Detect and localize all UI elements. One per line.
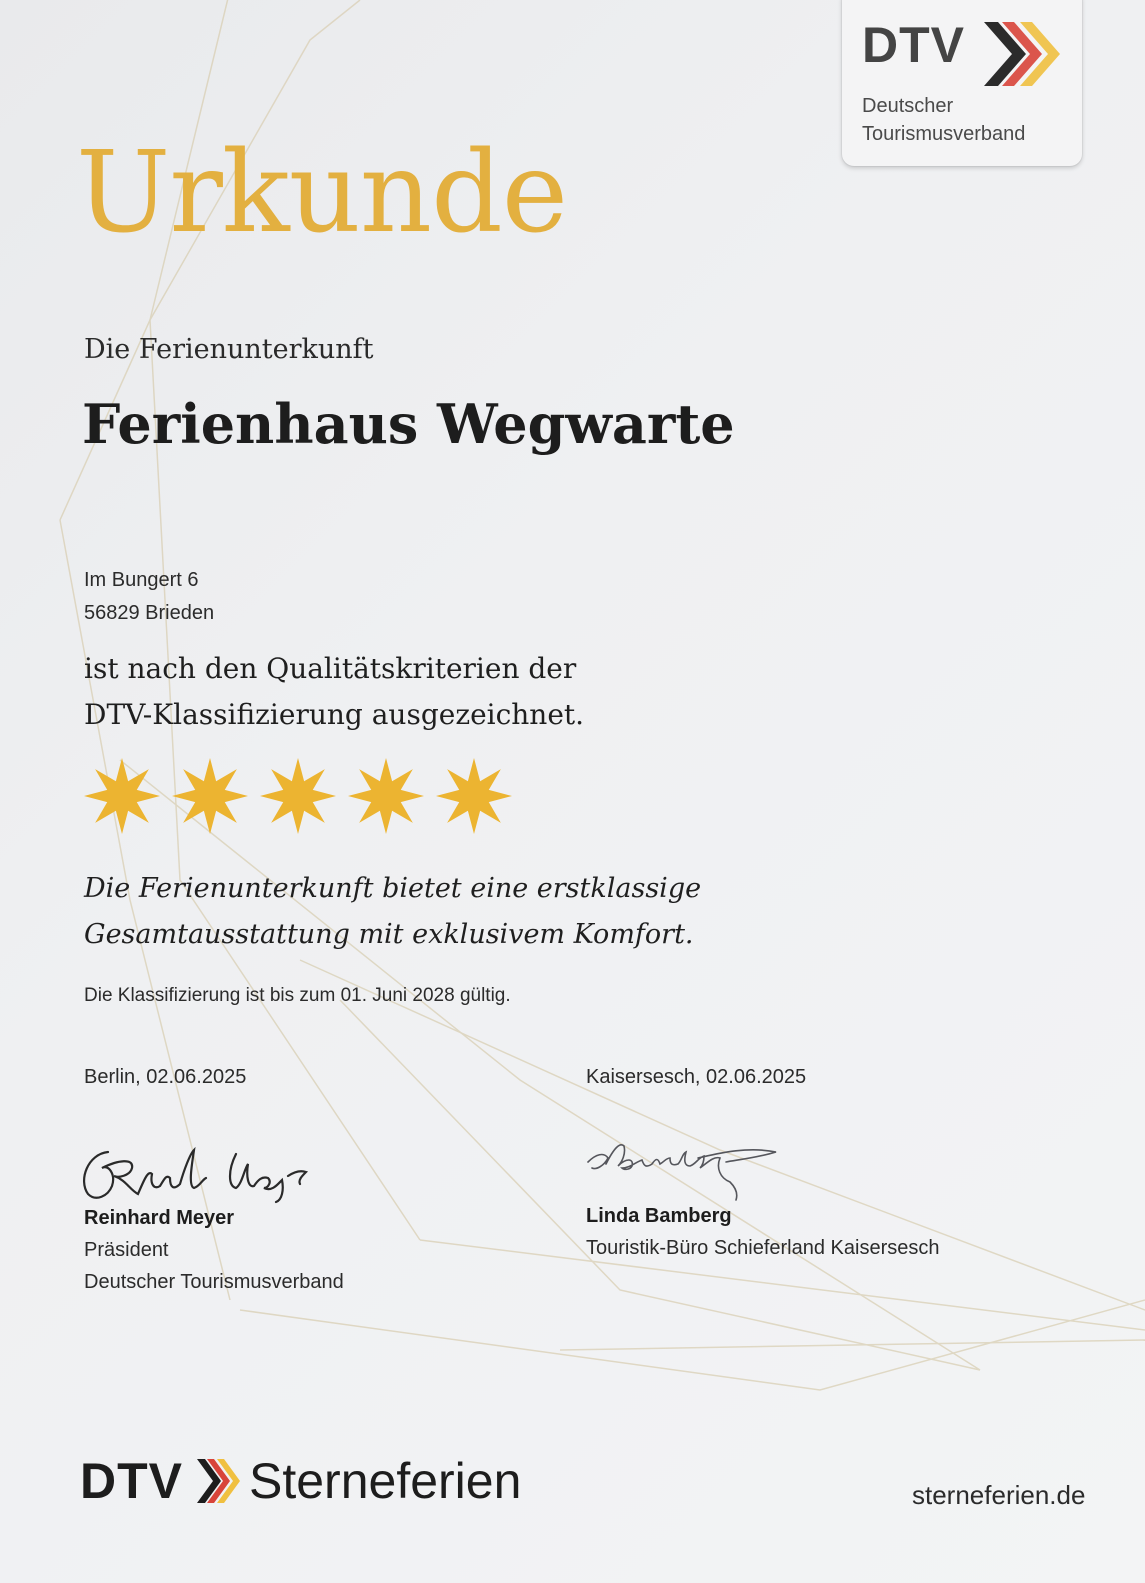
logo-line-1: Deutscher [862, 95, 954, 117]
statement-line-1: ist nach den Qualitätskriterien der [84, 652, 577, 685]
website-url: sterneferien.de [912, 1480, 1086, 1510]
address-city: 56829 Brieden [84, 602, 215, 624]
left-place-date: Berlin, 02.06.2025 [84, 1066, 247, 1088]
sterneferien-logo [80, 1452, 521, 1510]
star-icon [82, 756, 162, 836]
right-signer-name: Linda Bamberg [586, 1205, 732, 1227]
address-street: Im Bungert 6 [84, 569, 199, 591]
signature-reinhard-meyer [78, 1140, 318, 1204]
right-place-date: Kaisersesch, 02.06.2025 [586, 1066, 807, 1088]
star-icon [258, 756, 338, 836]
logo-line-2: Tourismusverband [862, 123, 1026, 145]
star-icon [434, 756, 514, 836]
intro-text: Die Ferienunterkunft [84, 334, 374, 365]
star-icon [170, 756, 250, 836]
logo-acronym: DTV [862, 17, 965, 73]
property-address [84, 564, 214, 630]
left-signer-name: Reinhard Meyer [84, 1207, 235, 1229]
dtv-logo [842, 0, 1082, 166]
validity-note: Die Klassifizierung ist bis zum 01. Juni 2028 gültig. [84, 985, 511, 1006]
rating-description [84, 866, 701, 958]
star-icon [346, 756, 426, 836]
description-line-1: Die Ferienunterkunft bietet eine erstklassige [84, 873, 702, 904]
description-line-2: Gesamtausstattung mit exklusivem Komfort. [84, 919, 694, 950]
footer-logo-brand: Sterneferien [249, 1453, 522, 1509]
property-name: Ferienhaus Wegwarte [82, 392, 735, 456]
dtv-chevrons-icon [982, 20, 1062, 88]
classification-statement [84, 646, 584, 738]
right-signer [586, 1200, 940, 1264]
footer-logo-acronym: DTV [80, 1453, 183, 1509]
star-rating [82, 756, 514, 836]
left-signer [84, 1202, 344, 1298]
right-signer-organization: Touristik-Büro Schieferland Kaisersesch [586, 1237, 940, 1259]
footer-chevrons-icon [195, 1457, 241, 1505]
left-signer-role: Präsident [84, 1239, 169, 1261]
left-signer-organization: Deutscher Tourismusverband [84, 1271, 344, 1293]
logo-subtitle [862, 92, 1025, 148]
statement-line-2: DTV-Klassifizierung ausgezeichnet. [84, 698, 585, 731]
certificate-title: Urkunde [76, 128, 568, 258]
signature-linda-bamberg [586, 1128, 786, 1202]
